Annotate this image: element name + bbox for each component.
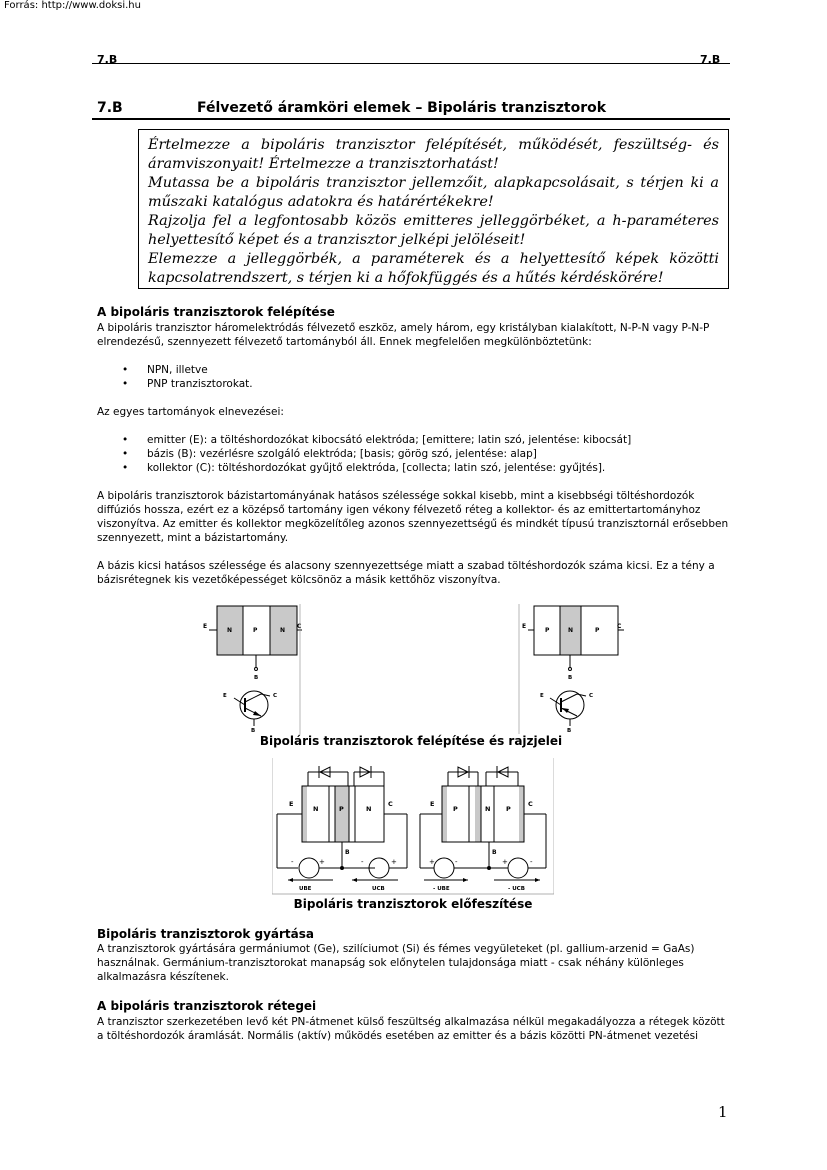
layer-label: N	[280, 627, 286, 634]
svg-text:UCB: UCB	[372, 886, 385, 892]
layer-label: P	[595, 627, 600, 634]
bias-figure	[272, 758, 554, 896]
symbol-label: B	[251, 728, 256, 734]
symbol-label: E	[223, 693, 227, 699]
paragraph-base-conductivity: A bázis kicsi hatásos szélessége és alacsony szennyezettsége miatt a szabad töltéshordozók száma kicsi. Ez a tény a bázisrétegnek kis vezetőképességet kölcsönöz a másik kettőhöz viszonyítva.	[97, 560, 715, 586]
section-layers-body: A tranzisztor szerkezetében levő két PN-átmenet külső feszültség alkalmazása nélkül megakadályozza a rétegek között a töltéshordozók áramlását. Normális (aktív) működés esetében az emitter és a bázis közötti PN-átmenet vezetési	[97, 1016, 725, 1042]
list-item: • NPN, illetve	[97, 363, 731, 377]
running-header-right: 7.B	[700, 53, 721, 66]
svg-text:+: +	[502, 858, 508, 866]
svg-text:N: N	[313, 805, 319, 813]
pnp-bias-circuit	[420, 766, 546, 892]
npn-structure-figure	[198, 604, 302, 734]
label-collector: C	[297, 623, 302, 630]
svg-text:P: P	[339, 805, 344, 813]
layer-label: P	[253, 627, 258, 634]
svg-text:-: -	[530, 858, 533, 866]
svg-text:-: -	[291, 858, 294, 866]
layer-label: P	[545, 627, 550, 634]
svg-text:-: -	[455, 858, 458, 866]
label-base: B	[254, 675, 259, 681]
transistor-type-list	[97, 363, 731, 391]
paragraph-base-width: A bipoláris tranzisztorok bázistartományának hatásos szélessége sokkal kisebb, mint a kisebbségi töltéshordozók diffúziós hossza, ezért ez a középső tartomány igen vékony félvezető réteg a kollektor- és az emittertartományhoz viszonyítva. Az emitter és kollektor megközelítőleg azonos szennyezettségű és mindkét típusú tranzisztornál erősebben szennyezett, mint a bázistartomány.	[97, 490, 729, 544]
header-rule	[92, 63, 730, 64]
svg-text:E: E	[289, 800, 294, 808]
pnp-structure-figure	[518, 604, 624, 734]
task-item: Értelmezze a bipoláris tranzisztor felépítését, működését, feszültség- és áramviszonyait! Értelmezze a tranzisztorhatást!	[148, 137, 719, 172]
section-heading-layers: A bipoláris tranzisztorok rétegei	[97, 999, 317, 1013]
npn-bias-circuit	[277, 766, 407, 892]
svg-text:N: N	[485, 805, 491, 813]
svg-text:+: +	[319, 858, 325, 866]
section-heading-structure: A bipoláris tranzisztorok felépítése	[97, 305, 335, 319]
symbol-label: C	[589, 693, 594, 699]
task-item: Elemezze a jelleggörbék, a paraméterek és a helyettesítő képek közötti kapcsolatrendszert, s térjen ki a hőfokfüggés és a hűtés kérdéskörére!	[148, 251, 719, 286]
figure1-caption: Bipoláris tranzisztorok felépítése és rajzjelei	[259, 734, 563, 748]
list-item: • emitter (E): a töltéshordozókat kibocsátó elektróda; [emittere; latin szó, jelentése: kibocsát]	[97, 433, 731, 447]
layer-label: N	[568, 627, 574, 634]
svg-text:P: P	[453, 805, 458, 813]
figure2-caption: Bipoláris tranzisztorok előfeszítése	[293, 897, 533, 911]
svg-text:C: C	[388, 800, 393, 808]
paragraph-regions-intro: Az egyes tartományok elnevezései:	[97, 406, 284, 418]
list-item: • bázis (B): vezérlésre szolgáló elektróda; [basis; görög szó, jelentése: alap]	[97, 447, 731, 461]
svg-text:UBE: UBE	[299, 886, 312, 892]
task-item: Rajzolja fel a legfontosabb közös emitteres jelleggörbéket, a h-paraméteres helyettesítő képet és a tranzisztor jelképi jelöléseit!	[148, 213, 719, 248]
page-number: 1	[718, 1103, 728, 1121]
svg-text:- UCB: - UCB	[508, 886, 525, 892]
symbol-label: B	[567, 728, 572, 734]
svg-text:-: -	[361, 858, 364, 866]
svg-text:C: C	[528, 800, 533, 808]
task-box	[138, 129, 729, 289]
svg-text:E: E	[430, 800, 435, 808]
section-heading-manufacturing: Bipoláris tranzisztorok gyártása	[97, 927, 314, 941]
chapter-title: Félvezető áramköri elemek – Bipoláris tranzisztorok	[197, 100, 607, 116]
symbol-label: E	[540, 693, 544, 699]
svg-text:P: P	[506, 805, 511, 813]
source-line: Forrás: http://www.doksi.hu	[4, 0, 141, 11]
layer-label: N	[227, 627, 233, 634]
svg-text:- UBE: - UBE	[433, 886, 450, 892]
list-item: • PNP tranzisztorokat.	[97, 377, 731, 391]
list-item: • kollektor (C): töltéshordozókat gyűjtő elektróda, [collecta; latin szó, jelentése: gyűjtés].	[97, 461, 731, 475]
svg-text:+: +	[429, 858, 435, 866]
section-structure-body	[97, 321, 731, 587]
svg-text:B: B	[345, 849, 350, 856]
paragraph-intro: A bipoláris tranzisztor háromelektródás félvezető eszköz, amely három, egy kristályban kialakított, N-P-N vagy P-N-P elrendezésű, szennyezett félvezető tartományból áll. Ennek megfelelően megkülönböztetünk:	[97, 322, 710, 348]
label-base: B	[568, 675, 573, 681]
region-list	[97, 433, 731, 475]
svg-text:+: +	[391, 858, 397, 866]
symbol-label: C	[273, 693, 278, 699]
chapter-number: 7.B	[97, 100, 123, 116]
running-header-left: 7.B	[97, 53, 118, 66]
title-rule	[92, 118, 730, 120]
label-collector: C	[617, 623, 622, 630]
label-emitter: E	[203, 623, 208, 630]
label-emitter: E	[522, 623, 527, 630]
svg-text:N: N	[366, 805, 372, 813]
task-item: Mutassa be a bipoláris tranzisztor jellemzőit, alapkapcsolásait, s térjen ki a műszaki katalógus adatokra és határértékekre!	[148, 175, 719, 210]
svg-text:B: B	[492, 849, 497, 856]
section-manufacturing-body: A tranzisztorok gyártására germániumot (Ge), szilíciumot (Si) és fémes vegyületeket (pl. gallium-arzenid = GaAs) használnak. Germánium-tranzisztorokat manapság sok előnytelen tulajdonsága miatt - csak néhány különleges alkalmazásra készítenek.	[97, 943, 695, 983]
